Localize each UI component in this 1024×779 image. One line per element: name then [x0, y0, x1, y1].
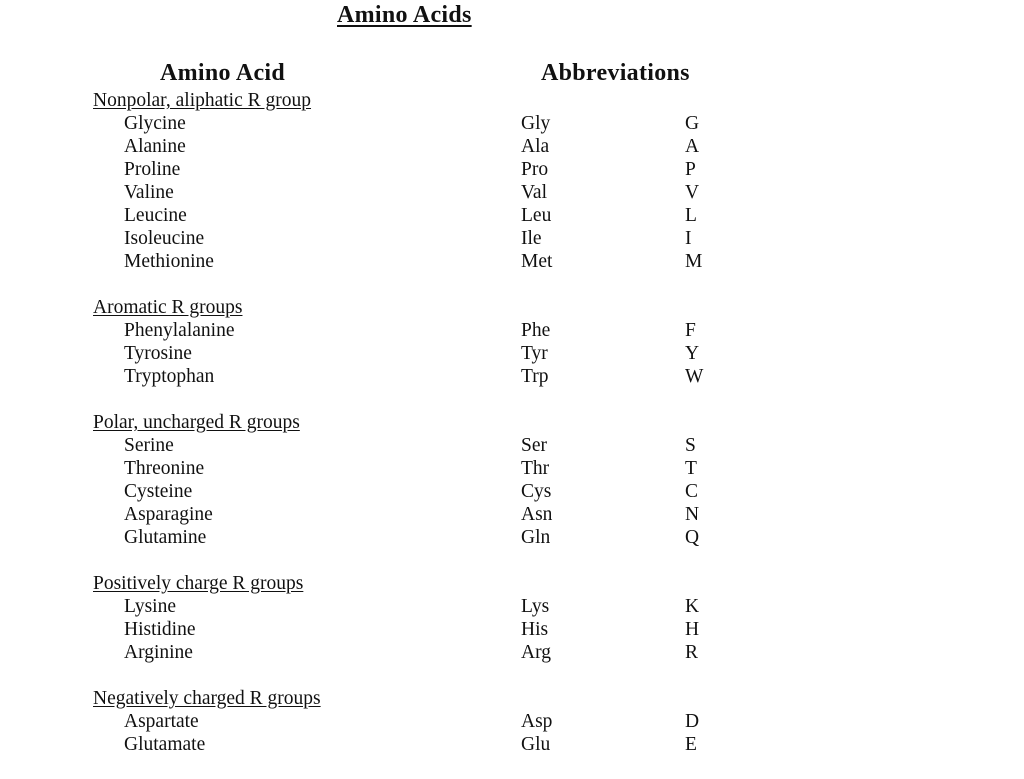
one-letter-code: F: [685, 320, 696, 341]
one-letter-code: N: [685, 504, 700, 525]
three-letter-code: Gln: [521, 527, 551, 548]
three-letter-code: Met: [521, 251, 553, 272]
three-letter-code: Asn: [521, 504, 553, 525]
one-letter-code: L: [685, 205, 697, 226]
table-row: [0, 595, 1024, 618]
table-row: [0, 457, 1024, 480]
table-row: [0, 365, 1024, 388]
one-letter-code: T: [685, 458, 697, 479]
amino-acid-name: Lysine: [124, 596, 176, 617]
one-letter-code: G: [685, 113, 700, 134]
one-letter-code: A: [685, 136, 700, 157]
one-letter-code: M: [685, 251, 703, 272]
table-row: [0, 135, 1024, 158]
amino-acid-group: [0, 296, 1024, 388]
amino-acid-name: Cysteine: [124, 481, 193, 502]
three-letter-code: Val: [521, 182, 547, 203]
table-row: [0, 112, 1024, 135]
group-label: Polar, uncharged R groups: [93, 412, 300, 433]
amino-acid-name: Isoleucine: [124, 228, 205, 249]
three-letter-code: Arg: [521, 642, 551, 663]
one-letter-code: W: [685, 366, 704, 387]
amino-acid-name: Glutamate: [124, 734, 206, 755]
one-letter-code: S: [685, 435, 696, 456]
three-letter-code: Ile: [521, 228, 542, 249]
group-label: Negatively charged R groups: [93, 688, 321, 709]
three-letter-code: Trp: [521, 366, 549, 387]
amino-acid-group: [0, 687, 1024, 756]
one-letter-code: P: [685, 159, 696, 180]
amino-acid-name: Tyrosine: [124, 343, 192, 364]
amino-acid-group: [0, 411, 1024, 549]
three-letter-code: Tyr: [521, 343, 548, 364]
table-row: [0, 204, 1024, 227]
amino-acid-name: Alanine: [124, 136, 186, 157]
table-row: [0, 503, 1024, 526]
one-letter-code: H: [685, 619, 700, 640]
amino-acid-name: Glutamine: [124, 527, 207, 548]
amino-acid-name: Leucine: [124, 205, 187, 226]
one-letter-code: V: [685, 182, 700, 203]
three-letter-code: Cys: [521, 481, 552, 502]
amino-acid-name: Valine: [124, 182, 174, 203]
table-row: [0, 480, 1024, 503]
one-letter-code: C: [685, 481, 699, 502]
amino-acid-name: Threonine: [124, 458, 205, 479]
column-header-abbreviations: Abbreviations: [541, 60, 690, 86]
three-letter-code: His: [521, 619, 549, 640]
one-letter-code: K: [685, 596, 700, 617]
one-letter-code: E: [685, 734, 697, 755]
group-label: Positively charge R groups: [93, 573, 304, 594]
table-row: [0, 227, 1024, 250]
table-row: [0, 710, 1024, 733]
table-row: [0, 641, 1024, 664]
table-row: [0, 181, 1024, 204]
amino-acid-name: Serine: [124, 435, 174, 456]
group-label: Aromatic R groups: [93, 297, 243, 318]
amino-acid-group: [0, 572, 1024, 664]
one-letter-code: R: [685, 642, 699, 663]
table-row: [0, 319, 1024, 342]
table-row: [0, 434, 1024, 457]
table-row: [0, 342, 1024, 365]
three-letter-code: Asp: [521, 711, 553, 732]
column-header-amino-acid: Amino Acid: [160, 60, 286, 86]
amino-acid-group: [0, 89, 1024, 273]
one-letter-code: I: [685, 228, 692, 249]
three-letter-code: Lys: [521, 596, 550, 617]
amino-acid-name: Tryptophan: [124, 366, 215, 387]
amino-acid-name: Methionine: [124, 251, 214, 272]
one-letter-code: D: [685, 711, 700, 732]
three-letter-code: Ser: [521, 435, 547, 456]
table-row: [0, 733, 1024, 756]
page-title: Amino Acids: [337, 2, 472, 28]
three-letter-code: Glu: [521, 734, 551, 755]
amino-acid-name: Proline: [124, 159, 181, 180]
three-letter-code: Ala: [521, 136, 550, 157]
three-letter-code: Pro: [521, 159, 549, 180]
group-label: Nonpolar, aliphatic R group: [93, 90, 312, 111]
table-row: [0, 618, 1024, 641]
amino-acid-name: Aspartate: [124, 711, 199, 732]
three-letter-code: Gly: [521, 113, 551, 134]
amino-acid-name: Phenylalanine: [124, 320, 235, 341]
amino-acid-name: Glycine: [124, 113, 186, 134]
amino-acid-table: [0, 89, 1024, 779]
one-letter-code: Y: [685, 343, 700, 364]
amino-acid-name: Histidine: [124, 619, 196, 640]
table-row: [0, 250, 1024, 273]
amino-acid-name: Asparagine: [124, 504, 213, 525]
table-row: [0, 158, 1024, 181]
one-letter-code: Q: [685, 527, 700, 548]
three-letter-code: Leu: [521, 205, 552, 226]
amino-acid-name: Arginine: [124, 642, 193, 663]
three-letter-code: Thr: [521, 458, 550, 479]
table-row: [0, 526, 1024, 549]
three-letter-code: Phe: [521, 320, 551, 341]
